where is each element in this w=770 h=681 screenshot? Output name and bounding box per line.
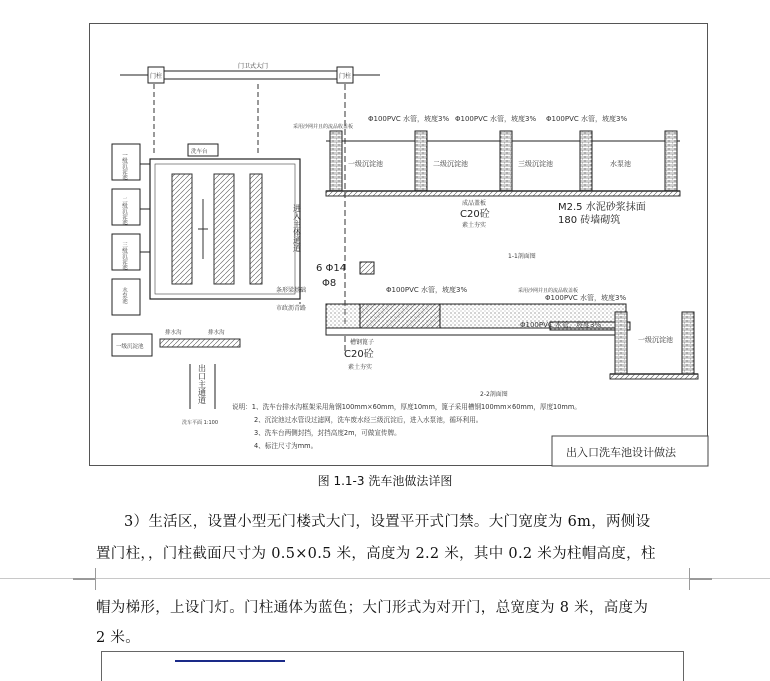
s1-note-1: 成品盖板 — [462, 200, 487, 207]
note-line-1: 说明：1、洗车台排水沟框架采用角钢100mm×60mm，厚度10mm，篦子采用槽钢100mm×60mm，厚度10mm。 — [232, 403, 581, 411]
s1-note-2: C20砼 — [460, 209, 490, 220]
para-line-3: 帽为梯形，上设门灯。门柱通体为蓝色；大门形式为对开门，总宽度为 8 米，高度为 — [96, 600, 649, 616]
s2-label: 2-2剖面图 — [480, 391, 508, 398]
page-corner-mark — [689, 579, 712, 590]
exit-road-label: 出口主通道 — [197, 364, 207, 404]
plan-tank-2: 二级沉淀池 — [121, 197, 127, 225]
plan-view — [112, 62, 380, 426]
s1-note-5: 180 砖墙砌筑 — [558, 215, 621, 226]
s1-tank-3: 三级沉淀池 — [518, 160, 553, 168]
grate-right — [214, 174, 234, 284]
s2-left-label-1: 条形梁基础 — [276, 287, 307, 294]
para-line-1: 3）生活区，设置小型无门楼式大门，设置平开式门禁。大门宽度为 6m，两侧设 — [124, 514, 651, 530]
s2-left-label-2: 市政沥青路 — [276, 305, 307, 312]
wash-box-label: 洗车台 — [191, 149, 208, 155]
s2-tank: 一级沉淀池 — [638, 336, 673, 344]
s2-note-1: 槽钢篦子 — [350, 339, 375, 346]
drawing-notes — [232, 402, 581, 450]
section-2-2 — [276, 262, 698, 398]
s2-pipe-1: Φ100PVC 水管，坡度3% — [386, 286, 468, 294]
plan-tank-4: 水泵池 — [121, 287, 127, 304]
figure-caption: 图 1.1-3 洗车池做法详图 — [317, 474, 453, 488]
gate-post-left-label: 门柱 — [150, 73, 163, 80]
title-block-text: 出入口洗车池设计做法 — [566, 446, 676, 459]
drain-label-2: 排水沟 — [208, 330, 225, 336]
plan-scale-note: 洗车平面 1:100 — [182, 420, 218, 426]
note-line-3: 3、洗车台两侧封挡，封挡高度2m，可做宣传牌。 — [254, 429, 401, 437]
s1-note-3: 素土夯实 — [462, 222, 487, 229]
para-line-2: 置门柱，，门柱截面尺寸为 0.5×0.5 米，高度为 2.2 米，其中 0.2 米为柱帽高度，柱 — [96, 546, 656, 562]
note-line-4: 4、标注尺寸为mm。 — [254, 442, 318, 450]
s1-top-note: 采用沙网并且的流品收盖板 — [293, 124, 354, 130]
next-figure-frame — [101, 651, 684, 681]
page-break — [0, 578, 770, 579]
grate-left — [172, 174, 192, 284]
page-corner-mark — [73, 579, 96, 590]
s2-note-3: 素土夯实 — [348, 364, 373, 371]
gate-label: 门卫式大门 — [238, 63, 269, 70]
cad-drawing — [90, 24, 709, 467]
plan-tank-1: 一级沉淀池 — [121, 152, 127, 180]
s2-pipe-3: Φ100PVC 水管，坡度3% — [545, 294, 627, 302]
plan-tanks — [112, 144, 150, 315]
s2-top-note: 采用沙网并且的流品收盖板 — [518, 288, 579, 294]
s1-tank-2: 二级沉淀池 — [433, 160, 468, 168]
s1-tank-1: 一级沉淀池 — [348, 160, 383, 168]
s2-rebar-2: Φ8 — [322, 278, 337, 289]
wash-pool-drawing — [89, 23, 708, 466]
plan-bottom-tank: 一级沉淀池 — [116, 344, 144, 350]
drain-label-1: 排水沟 — [165, 330, 182, 336]
s1-note-4: M2.5 水泥砂浆抹面 — [558, 202, 646, 213]
para-line-4: 2 米。 — [96, 630, 141, 646]
gate-post-right-label: 门柱 — [339, 73, 352, 80]
entry-road-label: 进入主体通道 — [292, 204, 302, 252]
s1-pipe-2: Φ100PVC 水管，坡度3% — [455, 115, 537, 123]
s2-note-2: C20砼 — [344, 349, 374, 360]
s1-pipe-3: Φ100PVC 水管，坡度3% — [546, 115, 628, 123]
note-line-2: 2、沉淀池过水管设过滤网，洗车废水经三级沉淀后，进入水泵池，循环利用。 — [254, 416, 483, 424]
s1-tank-4: 水泵池 — [610, 160, 631, 168]
plan-tank-3: 三级沉淀池 — [121, 242, 127, 270]
page-corner-mark — [689, 568, 712, 579]
page-corner-mark — [73, 568, 96, 579]
section-1-1 — [293, 114, 680, 260]
s1-pipe-1: Φ100PVC 水管，坡度3% — [368, 115, 450, 123]
s1-label: 1-1剖面图 — [508, 253, 536, 260]
next-figure-bar — [175, 660, 285, 662]
s2-rebar-1: 6 Φ14 — [316, 263, 347, 274]
